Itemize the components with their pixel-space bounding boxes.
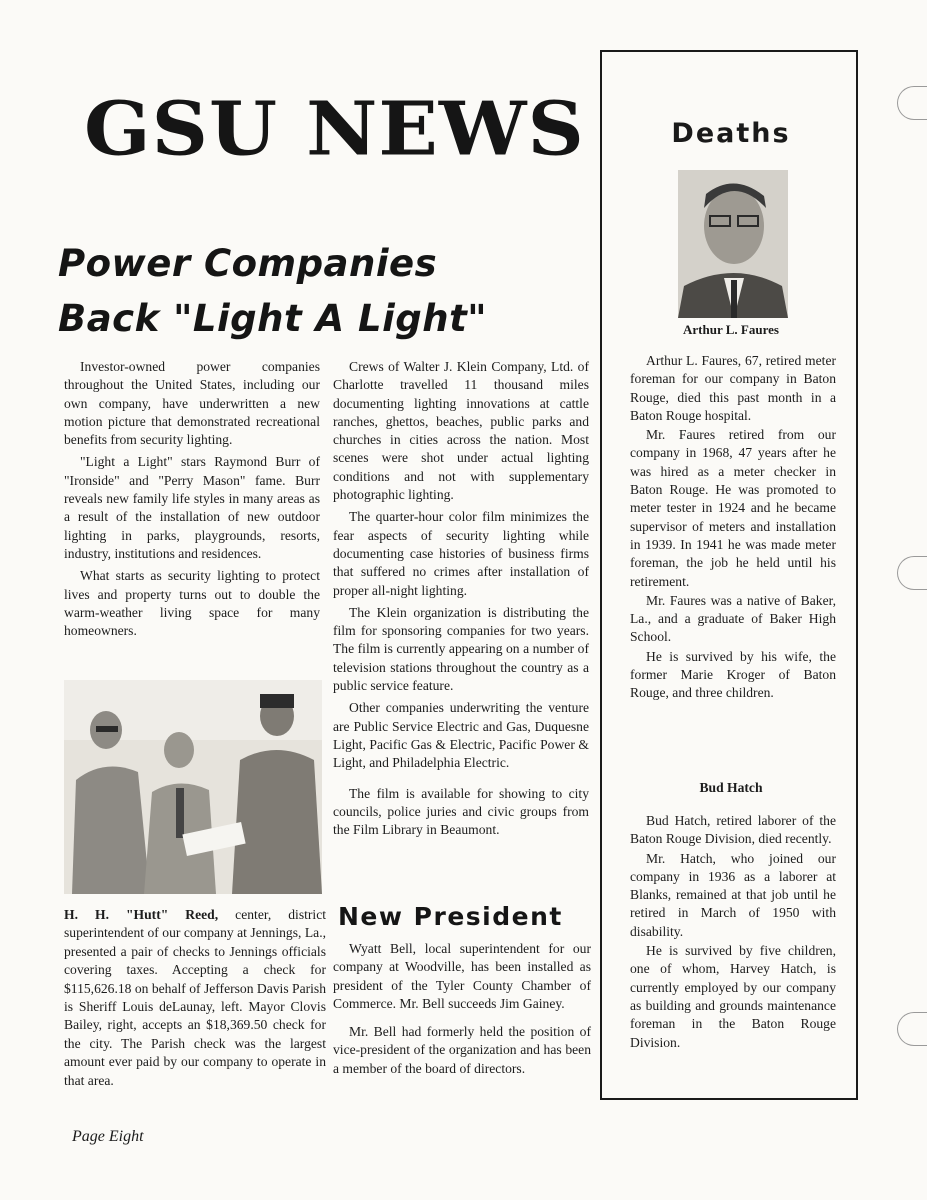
headline-line-2: Back "Light A Light"	[58, 297, 488, 340]
portrait-caption: Arthur L. Faures	[683, 322, 779, 337]
photo-illustration	[64, 680, 322, 894]
punch-hole	[897, 86, 927, 120]
article-paragraph: Mr. Bell had formerly held the position of vice-president of the organization and has been a member of the board of directors.	[333, 1024, 591, 1076]
obituary-paragraph: Mr. Faures was a native of Baker, La., and a graduate of Baker High School.	[630, 592, 836, 645]
hatch-heading: Bud Hatch	[699, 780, 763, 795]
article-paragraph: "Light a Light" stars Raymond Burr of "Ironside" and "Perry Mason" fame. Burr reveals new family life styles in many areas as a result of the installation of new outdoor lighting in parks, playgrounds, resorts, industry, institutions and residences.	[64, 454, 320, 561]
caption-text: center, district superintendent of our company at Jennings, La., presented a pair of checks to Jennings officials covering taxes. Accepting a check for $115,626.18 on behalf of Jefferson Davis Parish is Sheriff Louis deLaunay, left. Mayor Clovis Bailey, right, accepts an $18,369.50 check for the city. The Parish check was the largest amount ever paid by our company to operate in that area.	[64, 907, 327, 1088]
headline-line-1: Power Companies	[58, 242, 438, 285]
check-presentation-photo	[64, 680, 322, 894]
article-paragraph: What starts as security lighting to protect lives and property turns out to double the warm-weather living space for many homeowners.	[64, 568, 320, 639]
article-column-1	[64, 358, 320, 644]
new-president-heading: New President	[338, 902, 563, 931]
faures-portrait	[678, 170, 788, 318]
hatch-obituary	[630, 812, 836, 1053]
punch-hole	[897, 1012, 927, 1046]
deaths-sidebar	[600, 50, 858, 1100]
page-number: Page Eight	[72, 1128, 144, 1145]
article-paragraph: The Klein organization is distributing the film for sponsoring companies for two years. The film is currently appearing on a number of television stations throughout the country as a public service feature.	[333, 604, 589, 694]
faures-obituary	[630, 352, 836, 704]
obituary-paragraph: Arthur L. Faures, 67, retired meter foreman for our company in Baton Rouge, died this past month in a Baton Rouge hospital.	[630, 353, 836, 423]
obituary-paragraph: Mr. Faures retired from our company in 1968, 47 years after he was hired as a meter checker in Baton Rouge. He was promoted to meter tester in 1924 and he became supervisor of meters and installation in 1939. In 1941 he was made meter foreman, the job he held until his retirement.	[630, 427, 836, 589]
article-paragraph: Wyatt Bell, local superintendent for our company at Woodville, has been installed as president of the Tyler County Chamber of Commerce. Mr. Bell succeeds Jim Gainey.	[333, 941, 591, 1011]
deaths-heading: Deaths	[671, 118, 791, 149]
obituary-paragraph: He is survived by five children, one of whom, Harvey Hatch, is currently employed by our company as building and grounds maintenance foreman in the Baton Rouge Division.	[630, 943, 836, 1050]
article-column-2	[333, 358, 589, 843]
article-paragraph: The quarter-hour color film minimizes the fear aspects of security lighting while documenting case histories of business firms that suffered no crimes after installation of proper all-night lighting.	[333, 509, 589, 598]
portrait-illustration	[678, 170, 788, 318]
article-headline	[58, 236, 487, 346]
caption-name: H. H. "Hutt" Reed,	[64, 907, 219, 922]
new-president-article	[333, 940, 591, 1082]
article-paragraph: Other companies underwriting the venture are Public Service Electric and Gas, Duquesne Light, Pacific Gas & Electric, Pacific Power & Light, and Philadelphia Electric.	[333, 700, 589, 771]
article-paragraph: Crews of Walter J. Klein Company, Ltd. of Charlotte travelled 11 thousand miles documenting lighting innovations at cattle ranches, ghettos, beaches, public parks and churches in cities across the nation. Most scenes were shot under actual lighting conditions and not with supplementary photographic lighting.	[333, 359, 589, 503]
masthead: GSU NEWS	[84, 86, 585, 173]
obituary-paragraph: Mr. Hatch, who joined our company in 1936 as a laborer at Blanks, remained at that job until he retired in March of 1950 with disability.	[630, 850, 836, 939]
obituary-paragraph: He is survived by his wife, the former Marie Kroger of Baton Rouge, and three children.	[630, 648, 836, 701]
article-paragraph: Investor-owned power companies throughout the United States, including our own company, have underwritten a new motion picture that demonstrated recreational benefits from security lighting.	[64, 359, 320, 448]
photo-caption	[64, 906, 326, 1090]
obituary-paragraph: Bud Hatch, retired laborer of the Baton Rouge Division, died recently.	[630, 813, 836, 847]
article-paragraph: The film is available for showing to city councils, police juries and civic groups from the Film Library in Beaumont.	[333, 785, 589, 838]
punch-hole	[897, 556, 927, 590]
